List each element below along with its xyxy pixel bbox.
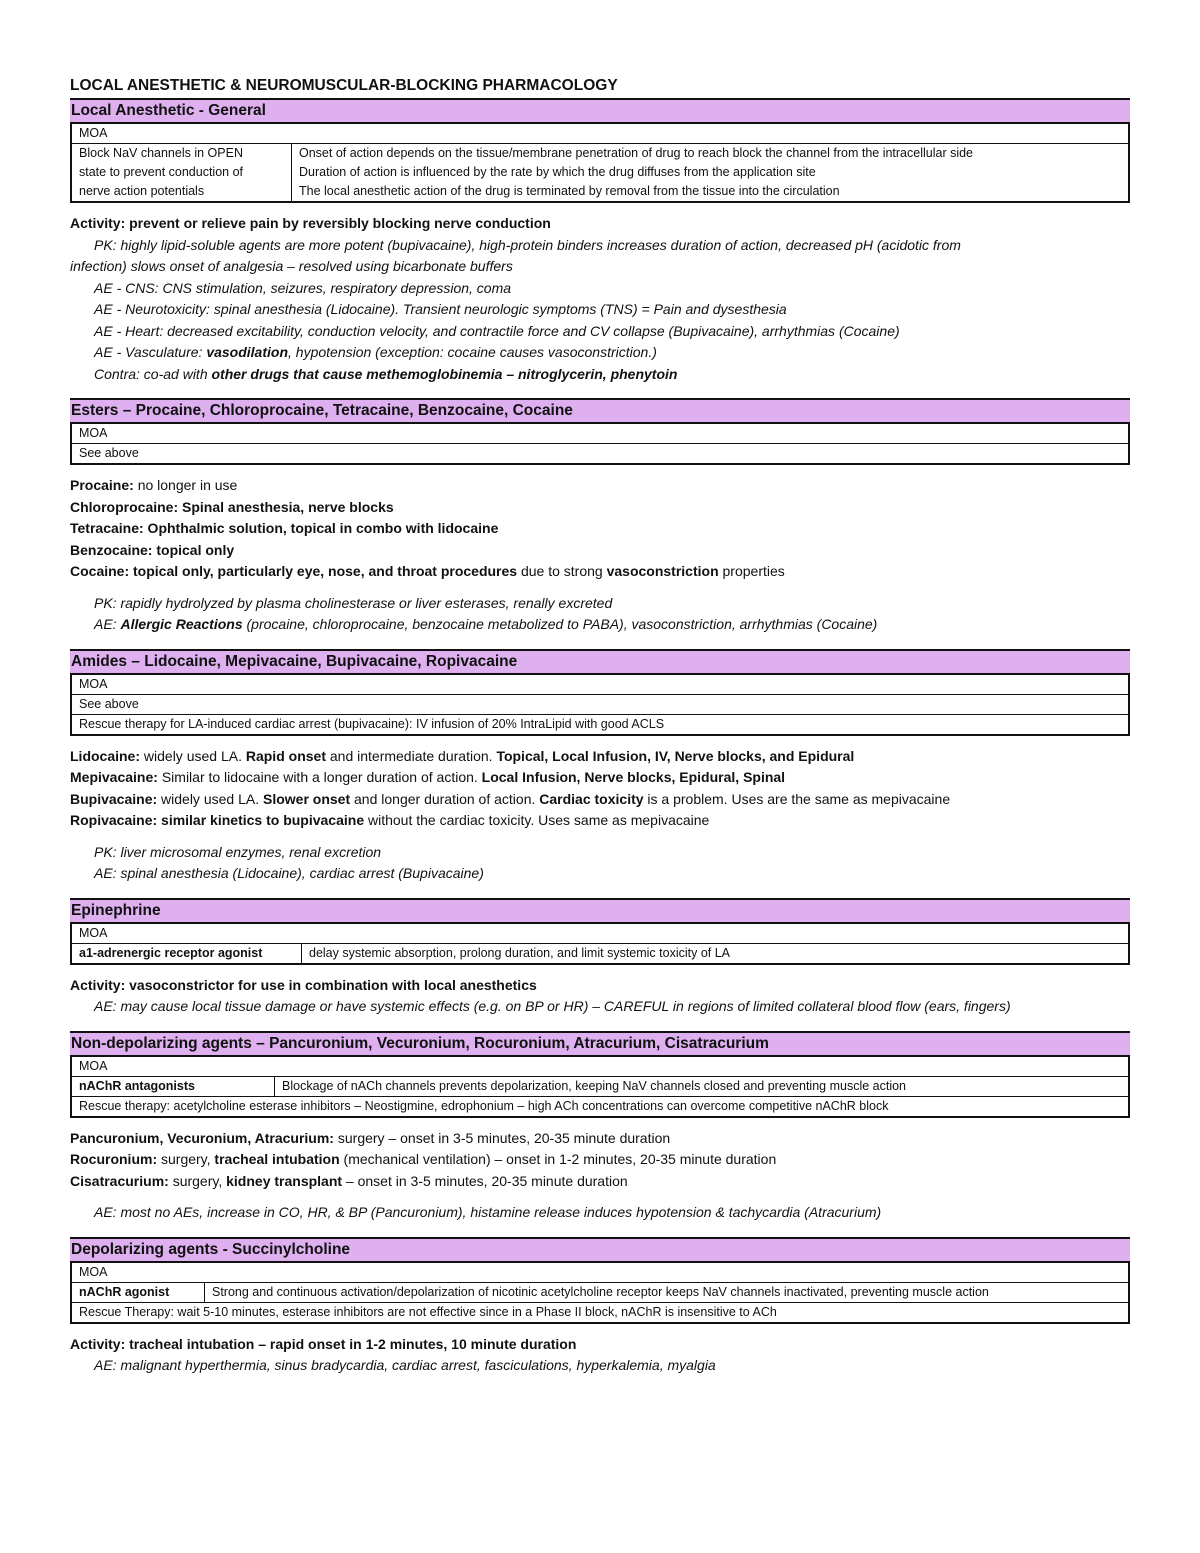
moa-left-line: Block NaV channels in OPEN [79,146,243,160]
moa-cell-right: delay systemic absorption, prolong duration, and limit systemic toxicity of LA [302,943,1130,964]
drug-line-bupivacaine: Bupivacaine: widely used LA. Slower onset and longer duration of action. Cardiac toxicity is a problem. Uses are the same as mepivacaine [70,790,951,807]
activity-line [70,213,1130,235]
moa-table-depolarizing [70,1262,1130,1324]
section-header-amides: Amides – Lidocaine, Mepivacaine, Bupivacaine, Ropivacaine [70,649,1130,674]
moa-table-esters [70,423,1130,465]
drug-line-procaine: Procaine: no longer in use [70,477,238,493]
drug-line-rocuronium: Rocuronium: surgery, tracheal intubation (mechanical ventilation) – onset in 1-2 minutes, 20-35 minute duration [70,1151,777,1167]
document-page [70,74,1130,1377]
moa-label: MOA [71,424,1129,444]
section-header-depolarizing: Depolarizing agents - Succinylcholine [70,1237,1130,1262]
moa-cell-left [71,144,292,203]
moa-right-line: Duration of action is influenced by the rate by which the drug diffuses from the application site [299,165,816,179]
activity-line: Activity: tracheal intubation – rapid onset in 1-2 minutes, 10 minute duration [70,1335,577,1352]
ae-line: AE: may cause local tissue damage or have systemic effects (e.g. on BP or HR) – CAREFUL in regions of limited collateral blood flow (ears, fingers) [94,998,1011,1014]
section-header-epinephrine: Epinephrine [70,898,1130,923]
activity-line: Activity: vasoconstrictor for use in combination with local anesthetics [70,976,537,993]
rescue-row: Rescue therapy: acetylcholine esterase inhibitors – Neostigmine, edrophonium – high ACh concentrations can overcome competitive nAChR block [71,1096,1129,1117]
drug-line-cisatracurium: Cisatracurium: surgery, kidney transplant – onset in 3-5 minutes, 20-35 minute duration [70,1172,628,1189]
ae-line: AE: spinal anesthesia (Lidocaine), cardiac arrest (Bupivacaine) [94,865,484,881]
drug-line-tetracaine: Tetracaine: Ophthalmic solution, topical in combo with lidocaine [70,520,499,536]
moa-cell-left: nAChR agonist [71,1282,205,1302]
pk-line: PK: rapidly hydrolyzed by plasma cholinesterase or liver esterases, renally excreted [94,594,613,611]
moa-left-line: state to prevent conduction of [79,165,243,179]
activity-text: prevent or relieve pain by reversibly blocking nerve conduction [129,215,551,231]
moa-table-epinephrine [70,923,1130,965]
moa-cell-left: a1-adrenergic receptor agonist [71,943,302,964]
pk-line: PK: liver microsomal enzymes, renal excretion [94,843,382,860]
rescue-row: Rescue Therapy: wait 5-10 minutes, esterase inhibitors are not effective since in a Phase II block, nAChR is insensitive to ACh [71,1302,1129,1323]
moa-table-nondepolarizing [70,1056,1130,1118]
pk-line-cont: infection) slows onset of analgesia – resolved using bicarbonate buffers [70,258,513,274]
section-header-general: Local Anesthetic - General [70,98,1130,123]
drug-line-ropivacaine: Ropivacaine: similar kinetics to bupivacaine without the cardiac toxicity. Uses same as mepivacaine [70,812,710,828]
ae-line: AE: Allergic Reactions (procaine, chloroprocaine, benzocaine metabolized to PABA), vasoconstriction, arrhythmias (Cocaine) [94,616,878,632]
drug-line-pancuronium: Pancuronium, Vecuronium, Atracurium: surgery – onset in 3-5 minutes, 20-35 minute duration [70,1129,671,1146]
section-header-esters: Esters – Procaine, Chloroprocaine, Tetracaine, Benzocaine, Cocaine [70,398,1130,423]
moa-row: See above [71,694,1129,714]
ae-line: AE: most no AEs, increase in CO, HR, & BP (Pancuronium), histamine release induces hypotension & tachycardia (Atracurium) [94,1204,882,1220]
ae-vasculature-line: AE - Vasculature: vasodilation, hypotension (exception: cocaine causes vasoconstriction.) [94,344,657,360]
section-header-nondepolarizing: Non-depolarizing agents – Pancuronium, Vecuronium, Rocuronium, Atracurium, Cisatracurium [70,1031,1130,1056]
drug-line-lidocaine: Lidocaine: widely used LA. Rapid onset and intermediate duration. Topical, Local Infusion, IV, Nerve blocks, and Epidural [70,747,855,764]
moa-label: MOA [71,674,1129,694]
ae-cns-line: AE - CNS: CNS stimulation, seizures, respiratory depression, coma [94,279,512,296]
moa-label: MOA [71,124,1129,144]
document-title: LOCAL ANESTHETIC & NEUROMUSCULAR-BLOCKING PHARMACOLOGY [70,77,618,94]
moa-label: MOA [71,923,1129,943]
drug-line-chloroprocaine: Chloroprocaine: Spinal anesthesia, nerve blocks [70,498,394,515]
moa-cell-left: nAChR antagonists [71,1076,275,1096]
moa-cell-right: Strong and continuous activation/depolarization of nicotinic acetylcholine receptor keeps NaV channels inactivated, preventing muscle action [205,1282,1130,1302]
drug-line-cocaine: Cocaine: topical only, particularly eye, nose, and throat procedures due to strong vasoconstriction properties [70,563,785,579]
drug-line-mepivacaine: Mepivacaine: Similar to lidocaine with a longer duration of action. Local Infusion, Nerve blocks, Epidural, Spinal [70,769,786,785]
rescue-row: Rescue therapy for LA-induced cardiac arrest (bupivacaine): IV infusion of 20% IntraLipid with good ACLS [71,714,1129,735]
moa-right-line: The local anesthetic action of the drug is terminated by removal from the tissue into the circulation [299,184,840,198]
moa-table-general [70,123,1130,203]
moa-label: MOA [71,1056,1129,1076]
moa-cell-right [292,144,1130,203]
moa-row: See above [71,444,1129,465]
ae-line: AE: malignant hyperthermia, sinus bradycardia, cardiac arrest, fasciculations, hyperkalemia, myalgia [94,1357,716,1373]
ae-heart-line: AE - Heart: decreased excitability, conduction velocity, and contractile force and CV collapse (Bupivacaine), arrhythmias (Cocaine) [94,322,900,339]
moa-left-line: nerve action potentials [79,184,205,198]
drug-line-benzocaine: Benzocaine: topical only [70,541,235,558]
activity-label: Activity: [70,215,126,231]
ae-neuro-line: AE - Neurotoxicity: spinal anesthesia (Lidocaine). Transient neurologic symptoms (TNS) = Pain and dysesthesia [94,301,787,317]
moa-right-line: Onset of action depends on the tissue/membrane penetration of drug to reach block the channel from the intracellular side [299,146,974,160]
moa-label: MOA [71,1262,1129,1282]
moa-table-amides [70,674,1130,736]
pk-line: PK: highly lipid-soluble agents are more potent (bupivacaine), high-protein binders increases duration of action, decreased pH (acidotic from [94,236,961,253]
contra-line: Contra: co-ad with other drugs that cause methemoglobinemia – nitroglycerin, phenytoin [94,365,678,382]
moa-cell-right: Blockage of nACh channels prevents depolarization, keeping NaV channels closed and preventing muscle action [275,1076,1130,1096]
